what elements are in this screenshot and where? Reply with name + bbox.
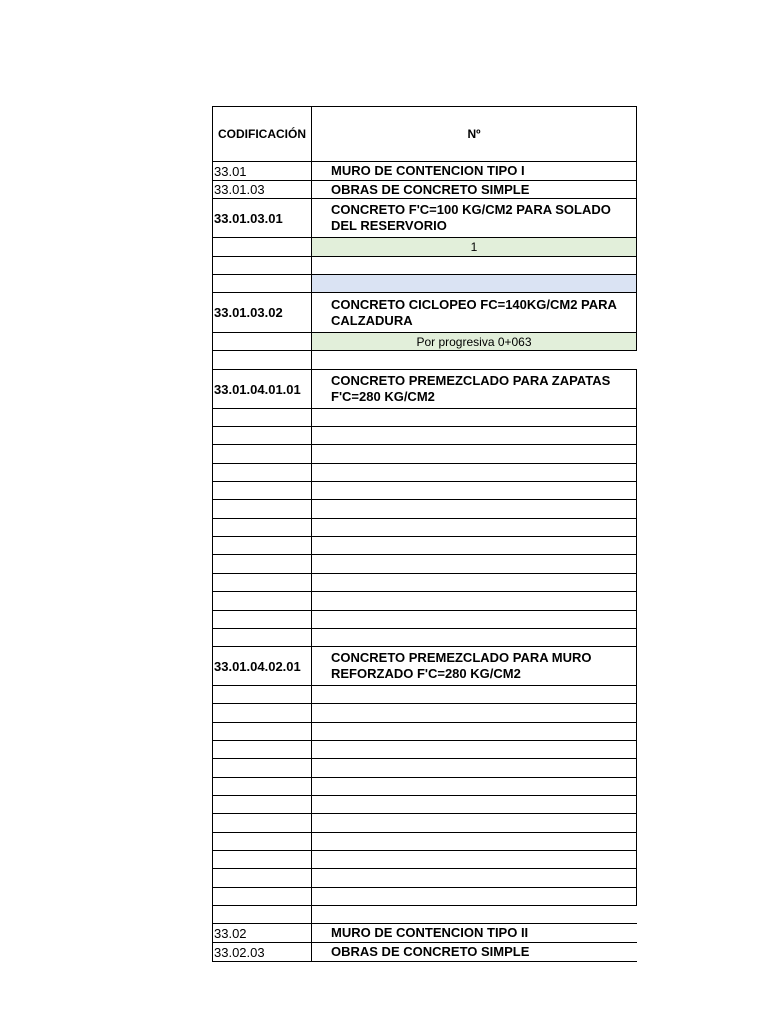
table-row xyxy=(212,275,637,293)
row-description xyxy=(312,629,637,647)
table-row xyxy=(212,906,637,924)
table-header-row xyxy=(212,106,637,162)
table-row xyxy=(212,500,637,519)
row-code: 33.01.03.02 xyxy=(212,293,312,333)
row-code xyxy=(212,519,312,537)
table-row xyxy=(212,257,637,275)
table-row xyxy=(212,741,637,759)
row-code xyxy=(212,257,312,275)
table-row xyxy=(212,869,637,888)
table-row xyxy=(212,574,637,592)
row-code xyxy=(212,814,312,833)
row-description xyxy=(312,519,637,537)
table-row xyxy=(212,759,637,778)
row-description xyxy=(312,574,637,592)
row-code xyxy=(212,833,312,851)
row-code: 33.02 xyxy=(212,924,312,943)
table-row xyxy=(212,293,637,333)
row-code xyxy=(212,759,312,778)
row-code xyxy=(212,906,312,924)
table-row xyxy=(212,162,637,181)
row-description xyxy=(312,445,637,464)
row-description xyxy=(312,906,637,924)
row-description: OBRAS DE CONCRETO SIMPLE xyxy=(312,181,637,199)
table-row xyxy=(212,427,637,445)
row-code xyxy=(212,778,312,796)
row-description: CONCRETO F'C=100 KG/CM2 PARA SOLADO DEL RESERVORIO xyxy=(312,199,637,238)
row-code xyxy=(212,333,312,351)
table-row xyxy=(212,409,637,427)
row-description xyxy=(312,741,637,759)
table-row xyxy=(212,181,637,199)
row-code xyxy=(212,574,312,592)
row-description: OBRAS DE CONCRETO SIMPLE xyxy=(312,943,637,962)
table-row xyxy=(212,482,637,500)
row-code xyxy=(212,555,312,574)
row-description: CONCRETO PREMEZCLADO PARA MURO REFORZADO F'C=280 KG/CM2 xyxy=(312,647,637,686)
table-row xyxy=(212,686,637,704)
table-row xyxy=(212,778,637,796)
row-description xyxy=(312,851,637,869)
row-description: MURO DE CONTENCION TIPO II xyxy=(312,924,637,943)
row-code xyxy=(212,409,312,427)
row-description: MURO DE CONTENCION TIPO I xyxy=(312,162,637,181)
row-description xyxy=(312,409,637,427)
table-row xyxy=(212,555,637,574)
row-code xyxy=(212,851,312,869)
row-code xyxy=(212,482,312,500)
table-row xyxy=(212,592,637,611)
row-code xyxy=(212,464,312,482)
row-code: 33.01.04.01.01 xyxy=(212,369,312,409)
row-description xyxy=(312,555,637,574)
table-row xyxy=(212,369,637,409)
row-description xyxy=(312,814,637,833)
row-description xyxy=(312,704,637,723)
row-value: Por progresiva 0+063 xyxy=(312,333,637,351)
row-code xyxy=(212,351,312,369)
row-code: 33.01.04.02.01 xyxy=(212,647,312,686)
row-code: 33.01.03.01 xyxy=(212,199,312,238)
row-code xyxy=(212,686,312,704)
row-description xyxy=(312,592,637,611)
table-row xyxy=(212,704,637,723)
row-code: 33.01.03 xyxy=(212,181,312,199)
table-row xyxy=(212,445,637,464)
table-row xyxy=(212,519,637,537)
row-description xyxy=(312,686,637,704)
table-row xyxy=(212,464,637,482)
row-description xyxy=(312,275,637,293)
row-description xyxy=(312,500,637,519)
row-description xyxy=(312,611,637,629)
table-row xyxy=(212,723,637,741)
header-numero: Nº xyxy=(312,106,637,162)
row-description xyxy=(312,869,637,888)
table-row xyxy=(212,333,637,351)
table-row xyxy=(212,888,637,906)
table-row xyxy=(212,943,637,962)
row-code xyxy=(212,427,312,445)
row-description xyxy=(312,464,637,482)
table-row xyxy=(212,924,637,943)
row-code xyxy=(212,611,312,629)
header-codificacion: CODIFICACIÓN xyxy=(212,106,312,162)
row-code xyxy=(212,723,312,741)
row-description xyxy=(312,257,637,275)
row-code xyxy=(212,445,312,464)
row-code xyxy=(212,238,312,257)
row-description xyxy=(312,833,637,851)
row-code xyxy=(212,275,312,293)
row-description xyxy=(312,778,637,796)
row-value: 1 xyxy=(312,238,637,257)
row-description xyxy=(312,796,637,814)
row-description: CONCRETO CICLOPEO FC=140KG/CM2 PARA CALZADURA xyxy=(312,293,637,333)
table-row xyxy=(212,611,637,629)
row-code xyxy=(212,704,312,723)
budget-table xyxy=(212,106,637,962)
row-description: CONCRETO PREMEZCLADO PARA ZAPATAS F'C=280 KG/CM2 xyxy=(312,369,637,409)
row-code xyxy=(212,629,312,647)
row-description xyxy=(312,723,637,741)
row-description xyxy=(312,759,637,778)
row-code: 33.01 xyxy=(212,162,312,181)
table-row xyxy=(212,833,637,851)
table-row xyxy=(212,351,637,369)
table-row xyxy=(212,199,637,238)
row-code: 33.02.03 xyxy=(212,943,312,962)
row-code xyxy=(212,500,312,519)
table-row xyxy=(212,647,637,686)
row-code xyxy=(212,869,312,888)
table-row xyxy=(212,851,637,869)
row-description xyxy=(312,351,637,369)
row-code xyxy=(212,592,312,611)
row-code xyxy=(212,537,312,555)
table-row xyxy=(212,537,637,555)
row-description xyxy=(312,427,637,445)
row-code xyxy=(212,888,312,906)
row-description xyxy=(312,888,637,906)
row-code xyxy=(212,741,312,759)
table-row xyxy=(212,814,637,833)
row-code xyxy=(212,796,312,814)
row-description xyxy=(312,537,637,555)
table-row xyxy=(212,629,637,647)
table-row xyxy=(212,238,637,257)
table-row xyxy=(212,796,637,814)
row-description xyxy=(312,482,637,500)
